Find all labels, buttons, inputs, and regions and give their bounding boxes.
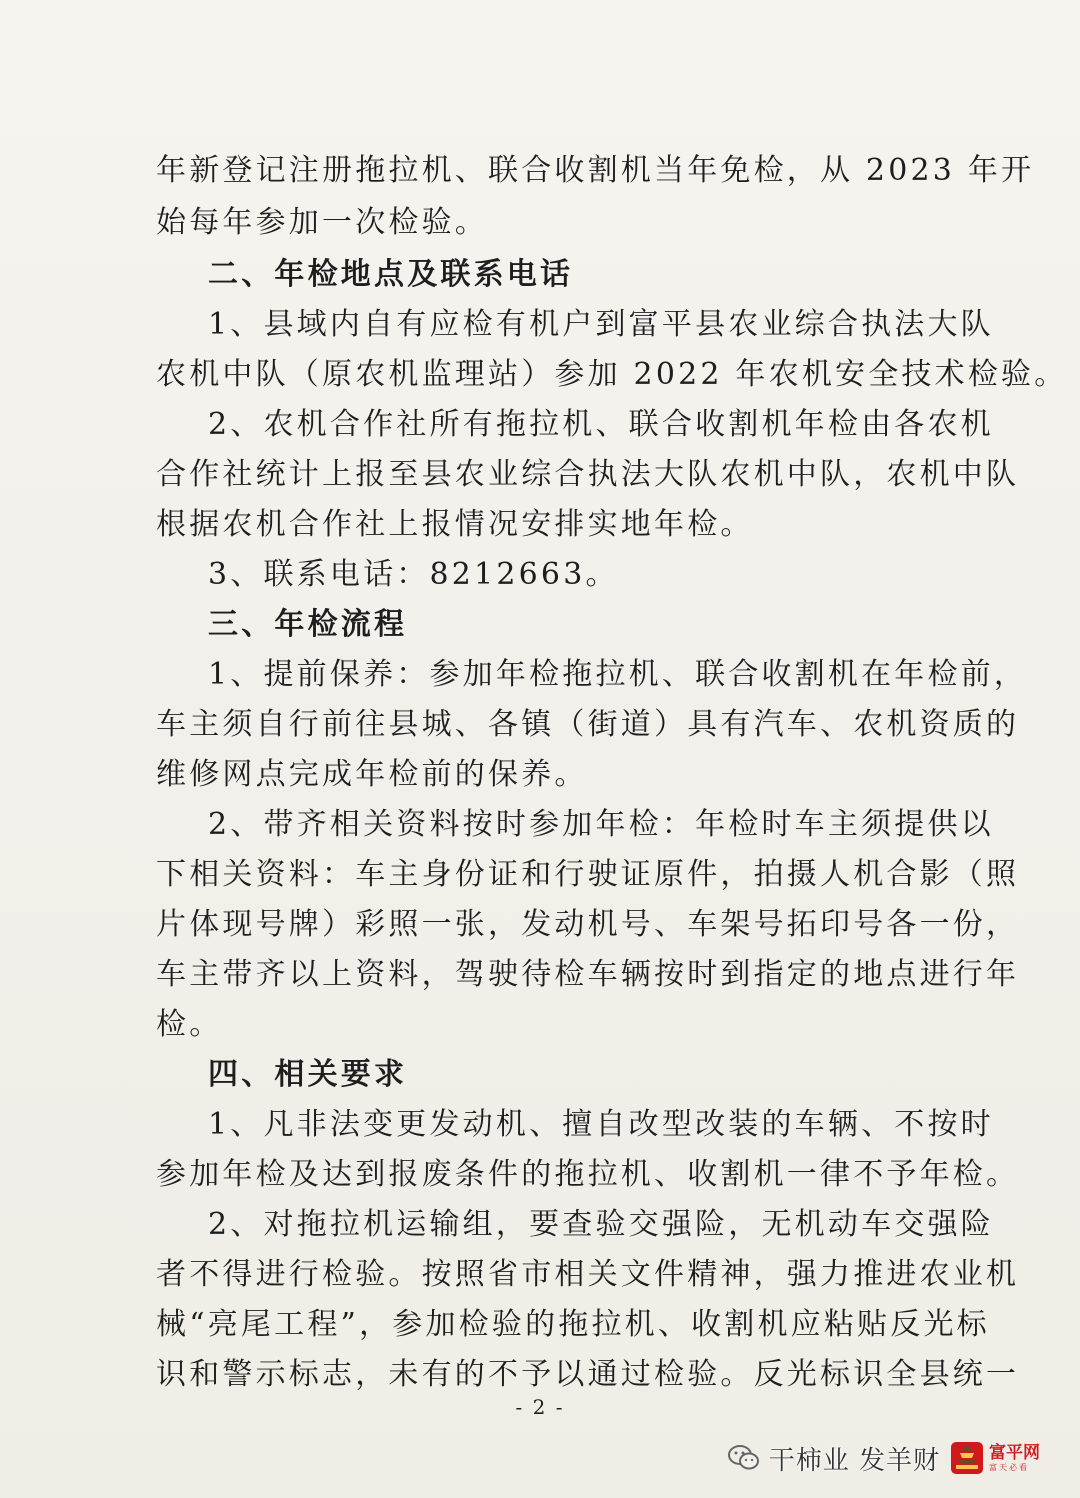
account-name: 干柿业 发羊财 [768,1445,940,1476]
text-line: 始每年参加一次检验。 [156,205,488,240]
text-line: 1、凡非法变更发动机、擅自改型改装的车辆、不按时 [208,1107,994,1142]
section-heading: 四、相关要求 [208,1057,408,1092]
logo-sub-text: 富天必看 [989,1462,1029,1472]
text-line: 械“亮尾工程”，参加检验的拖拉机、收割机应粘贴反光标 [156,1307,990,1342]
page-number: - 2 - [515,1395,565,1419]
pagoda-logo-icon [948,1439,986,1477]
text-line: 2、带齐相关资料按时参加年检：年检时车主须提供以 [208,807,994,842]
text-line: 参加年检及达到报废条件的拖拉机、收割机一律不予年检。 [156,1157,1020,1192]
logo-main-text: 富平网 [989,1442,1040,1463]
text-line: 车主带齐以上资料，驾驶待检车辆按时到指定的地点进行年 [156,957,1020,992]
text-line: 2、对拖拉机运输组，要查验交强险，无机动车交强险 [208,1207,994,1242]
text-line: 3、联系电话：8212663。 [208,557,619,592]
text-line: 农机中队（原农机监理站）参加 2022 年农机安全技术检验。 [156,357,1068,392]
text-line: 者不得进行检验。按照省市相关文件精神，强力推进农业机 [156,1257,1020,1292]
text-line: 下相关资料：车主身份证和行驶证原件，拍摄人机合影（照 [156,857,1020,892]
text-line: 合作社统计上报至县农业综合执法大队农机中队，农机中队 [156,457,1020,492]
text-line: 1、提前保养：参加年检拖拉机、联合收割机在年检前， [208,657,1028,692]
text-line: 识和警示标志，未有的不予以通过检验。反光标识全县统一 [156,1357,1020,1392]
watermark [727,1436,1046,1480]
section-heading: 三、年检流程 [208,607,408,642]
wechat-icon [727,1443,761,1473]
text-line: 检。 [156,1007,223,1042]
text-line: 年新登记注册拖拉机、联合收割机当年免检，从 2023 年开 [156,153,1035,188]
text-line: 根据农机合作社上报情况安排实地年检。 [156,507,754,542]
text-line: 片体现号牌）彩照一张，发动机号、车架号拓印号各一份， [156,907,1020,942]
text-line: 车主须自行前往县城、各镇（街道）具有汽车、农机资质的 [156,707,1020,742]
site-logo [948,1438,1046,1478]
text-line: 维修网点完成年检前的保养。 [156,757,588,792]
text-line: 1、县域内自有应检有机户到富平县农业综合执法大队 [208,307,994,342]
text-line: 2、农机合作社所有拖拉机、联合收割机年检由各农机 [208,407,994,442]
section-heading: 二、年检地点及联系电话 [208,257,574,292]
